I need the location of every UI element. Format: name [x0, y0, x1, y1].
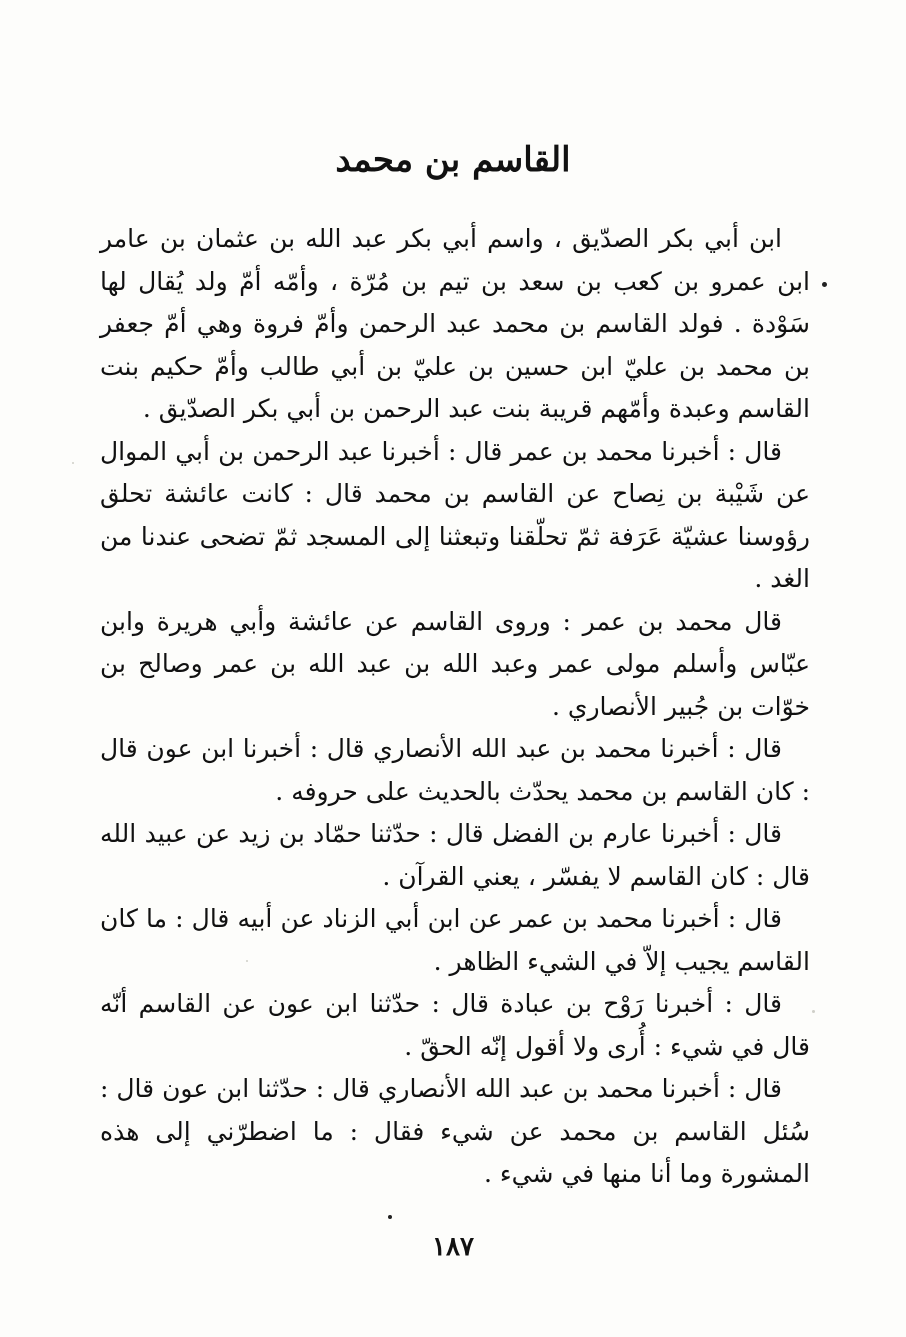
paragraph: قال : أخبرنا عارم بن الفضل قال : حدّثنا حمّاد بن زيد عن عبيد الله قال : كان القاسم لا يفسّر ، يعني القرآن .	[100, 819, 810, 891]
paragraph: قال محمد بن عمر : وروى القاسم عن عائشة وأبي هريرة وابن عبّاس وأسلم مولى عمر وعبد الله بن عبد الله بن عمر وصالح بن خوّات بن جُبير الأنصاري .	[100, 606, 810, 721]
margin-mark-icon	[388, 1215, 392, 1219]
paragraph: قال : أخبرنا رَوْح بن عبادة قال : حدّثنا ابن عون عن القاسم أنّه قال في شيء : أُرى ولا أقول إنّه الحقّ .	[100, 989, 810, 1061]
scan-speck-icon	[246, 960, 248, 962]
paragraph: قال : أخبرنا محمد بن عبد الله الأنصاري قال : حدّثنا ابن عون قال : سُئل القاسم بن محمد عن شيء فقال : ما اضطرّني إلى هذه المشورة وما أنا منها في شيء .	[100, 1074, 810, 1188]
paragraph: ابن أبي بكر الصدّيق ، واسم أبي بكر عبد الله بن عثمان بن عامر ابن عمرو بن كعب بن سعد بن تيم بن مُرّة ، وأمّه أمّ ولد يُقال لها سَوْدة . فولد القاسم بن محمد عبد الرحمن وأمّ فروة وهي أمّ جعفر بن محمد بن عليّ ابن حسين بن عليّ بن أبي طالب وأمّ حكيم بنت القاسم وعبدة وأمّهم قريبة بنت عبد الرحمن بن أبي بكر الصدّيق .	[100, 224, 810, 423]
paragraph: قال : أخبرنا محمد بن عمر قال : أخبرنا عبد الرحمن بن أبي الموال عن شَيْبة بن نِصاح عن القاسم بن محمد قال : كانت عائشة تحلق رؤوسنا عشيّة عَرَفة ثمّ تحلّقنا وتبعثنا إلى المسجد ثمّ تضحى عندنا من الغد .	[100, 436, 810, 593]
chapter-title: القاسم بن محمد	[335, 140, 571, 180]
scan-speck-icon	[812, 1010, 815, 1013]
paragraph: قال : أخبرنا محمد بن عبد الله الأنصاري قال : أخبرنا ابن عون قال : كان القاسم بن محمد يحدّث بالحديث على حروفه .	[100, 734, 810, 806]
body-text	[100, 218, 810, 1196]
paragraph: قال : أخبرنا محمد بن عمر عن ابن أبي الزناد عن أبيه قال : ما كان القاسم يجيب إلاّ في الشيء الظاهر .	[100, 904, 810, 976]
page-number: ١٨٧	[432, 1232, 474, 1262]
margin-mark-icon	[822, 282, 827, 287]
scan-speck-icon	[72, 462, 74, 464]
